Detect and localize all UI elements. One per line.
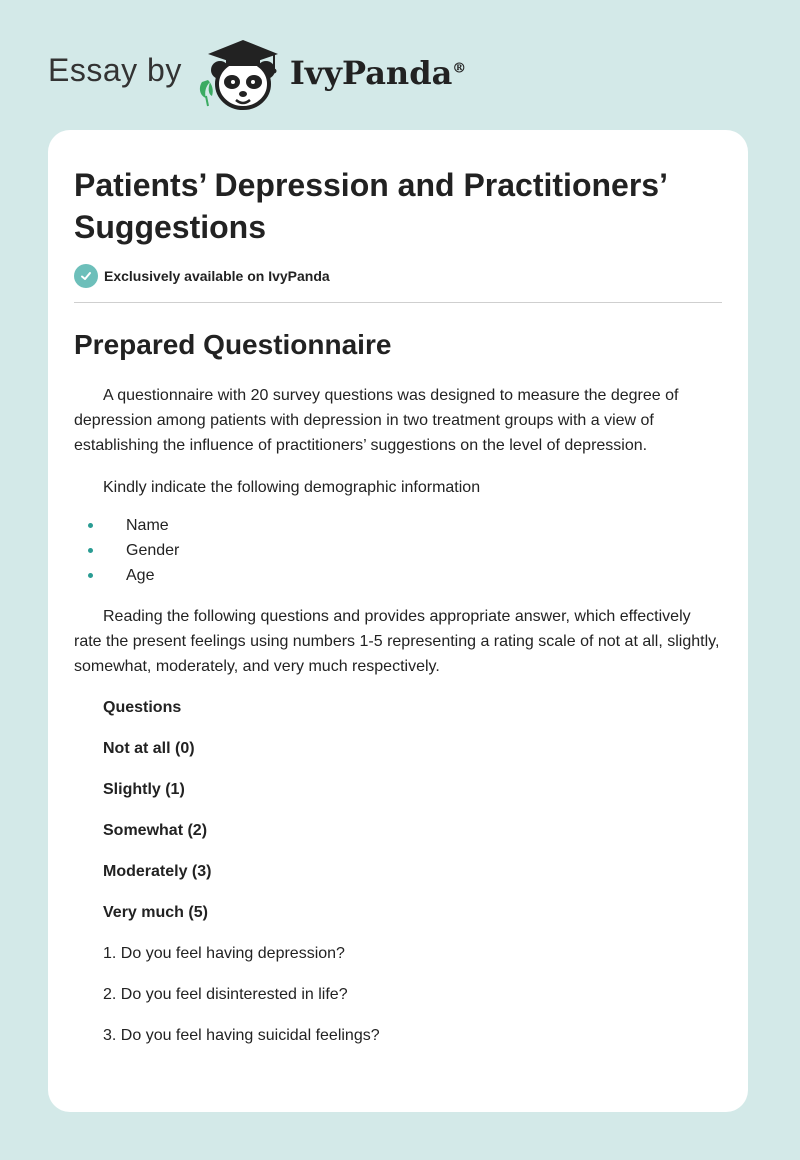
exclusive-badge	[74, 264, 722, 288]
question-item: 2. Do you feel disinterested in life?	[103, 986, 348, 1003]
site-header	[48, 36, 466, 112]
scale-option: Slightly (1)	[103, 781, 185, 798]
divider	[74, 302, 722, 303]
question-item: 3. Do you feel having suicidal feelings?	[103, 1027, 380, 1044]
scale-header: Questions	[103, 699, 182, 716]
check-circle-icon	[74, 264, 98, 288]
scale-option: Not at all (0)	[103, 740, 195, 757]
list-item: Gender	[74, 538, 722, 563]
section-heading: Prepared Questionnaire	[74, 329, 392, 360]
scale-option: Somewhat (2)	[103, 822, 208, 839]
essay-title: Patients’ Depression and Practitioners’ Suggestions	[74, 167, 667, 245]
intro-paragraph: A questionnaire with 20 survey questions was designed to measure the degree of depression among patients with depression in two treatment groups with a view of establishing the influence of practitioners’ suggestions on the level of depression.	[74, 387, 679, 454]
list-item: Name	[74, 513, 722, 538]
essay-card	[48, 130, 748, 1112]
panda-logo-icon[interactable]	[196, 36, 286, 112]
list-item: Age	[74, 563, 722, 588]
essay-by-label: Essay by	[48, 51, 182, 88]
brand-name[interactable]: IvyPanda®	[289, 54, 467, 92]
demographic-list	[74, 513, 722, 588]
demographic-prompt: Kindly indicate the following demographic information	[103, 479, 481, 496]
scale-option: Very much (5)	[103, 904, 208, 921]
scale-option: Moderately (3)	[103, 863, 212, 880]
question-item: 1. Do you feel having depression?	[103, 945, 345, 962]
registered-mark: ®	[452, 60, 467, 77]
instructions-paragraph: Reading the following questions and provides appropriate answer, which effectively rate the present feelings using numbers 1-5 representing a rating scale of not at all, slightly, somewhat, moderately, and very much respectively.	[74, 608, 720, 675]
exclusive-badge-text: Exclusively available on IvyPanda	[104, 268, 330, 284]
